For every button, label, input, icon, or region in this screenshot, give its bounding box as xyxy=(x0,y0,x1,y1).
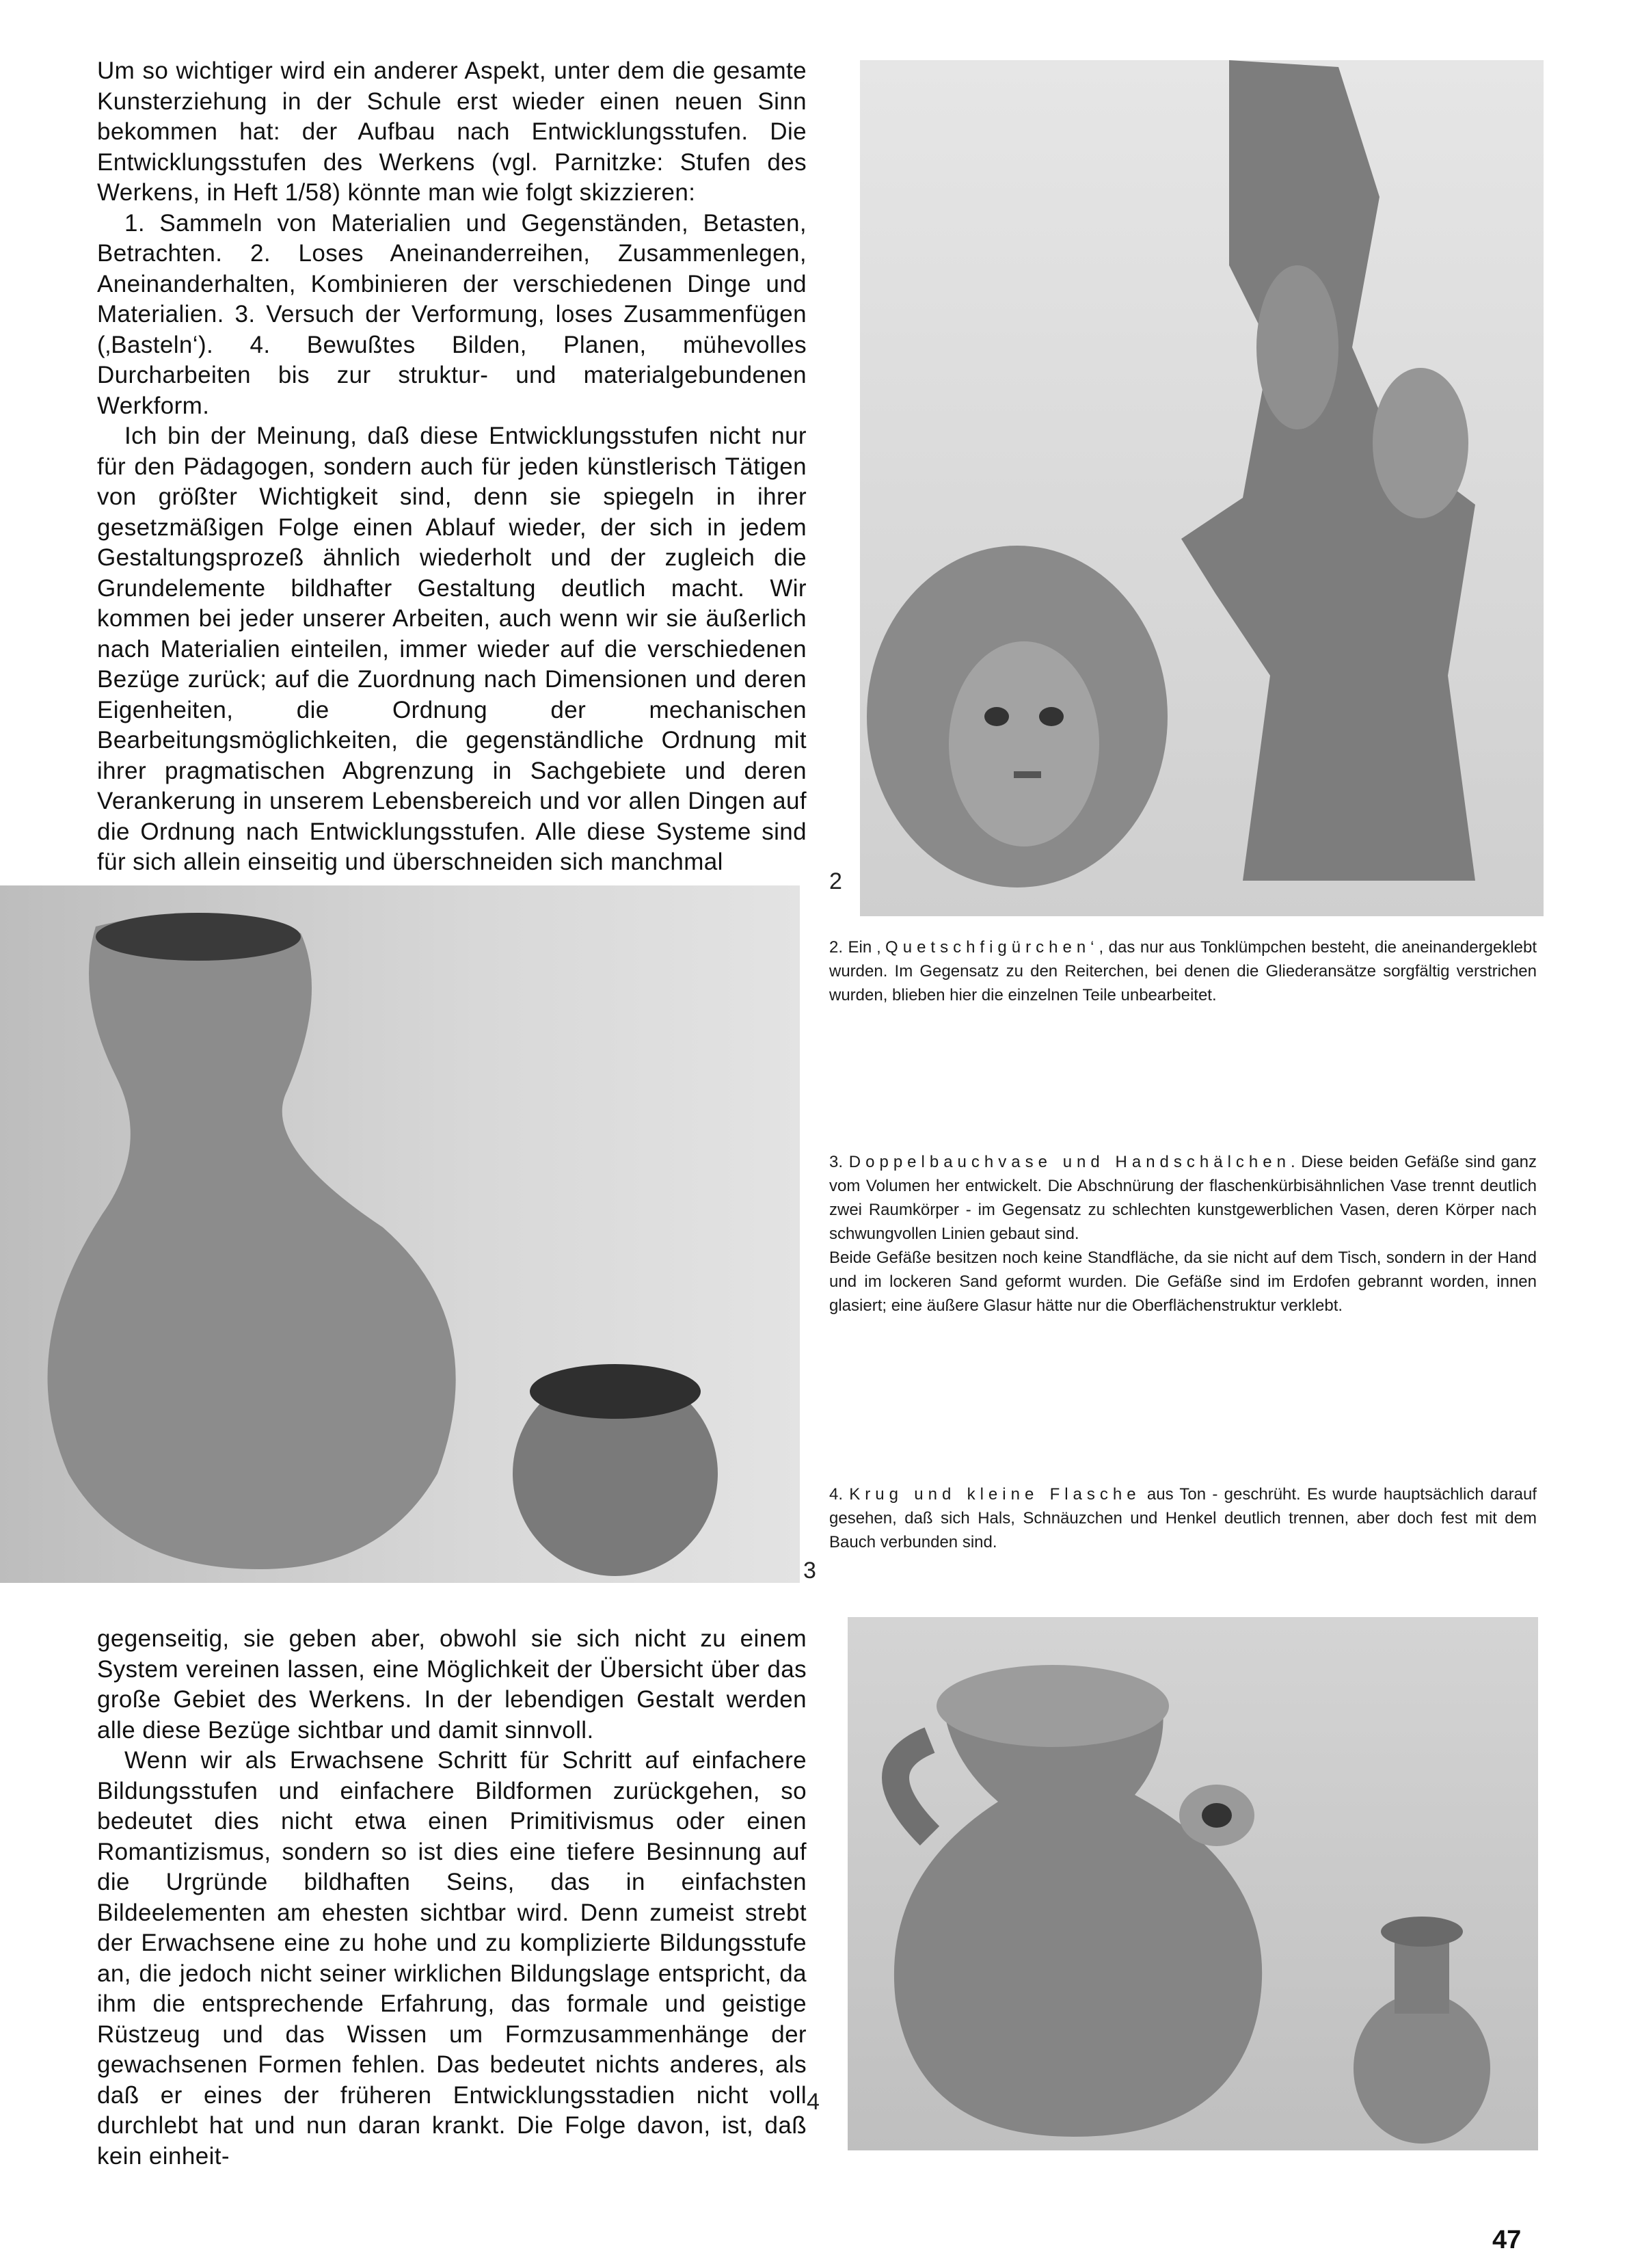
caption-paragraph: Beide Gefäße besitzen noch keine Standfläche, da sie nicht auf dem Tisch, sondern in der Hand und im lockeren Sand geformt wurden. Die Gefäße sind im Erdofen gebrannt worden, innen glasiert; eine äußere Glasur hätte nur die Oberflächenstruktur verklebt. xyxy=(829,1249,1537,1315)
figure-2-number: 2 xyxy=(829,868,842,894)
figure-2-photo xyxy=(860,60,1544,916)
page-number: 47 xyxy=(1492,2226,1522,2254)
caption-figure-3: 3. Doppelbauchvase und Handschälchen. Diese beiden Gefäße sind ganz vom Volumen her entwickelt. Die Abschnürung der flaschenkürbisähnlichen Vase trennt deutlich zwei Raumkörper - im Gegensatz zu schlechten kunstgewerblichen Vasen, deren Körper nach schwungvollen Linien gebaut sind. Beide Gefäße besitzen noch keine Standfläche, da sie nicht auf dem Tisch, sondern in der Hand und im lockeren Sand geformt wurden. Die Gefäße sind im Erdofen gebrannt worden, innen glasiert; eine äußere Glasur hätte nur die Oberflächenstruktur verklebt. xyxy=(829,1150,1537,1318)
paragraph: Wenn wir als Erwachsene Schritt für Schritt auf einfachere Bildungsstufen und einfachere Bildformen zurückgehen, so bedeutet dies nicht etwa einen Primitivismus oder einen Romantizismus, sondern so ist dies eine tiefere Besinnung auf die Urgründe bildhaften Seins, das in einfachsten Bildeelementen am ehesten sichtbar wird. Denn zumeist strebt der Erwachsene eine zu hohe und zu komplizierte Bildungsstufe an, die jedoch nicht seiner wirklichen Bildungslage entspricht, da ihm die entsprechende Erfahrung, das formale und geistige Rüstzeug und das Wissen um Formzusammenhänge der gewachsenen Formen fehlen. Das bedeutet nichts anderes, als daß er eines der früheren Entwicklungsstadien nicht voll durchlebt hat und nun daran krankt. Die Folge davon, ist, daß kein einheit- xyxy=(97,1747,807,2170)
figure-3-photo xyxy=(0,885,800,1583)
paragraph: Um so wichtiger wird ein anderer Aspekt, unter dem die gesamte Kunsterziehung in der Schule erst wieder einen neuen Sinn bekommen hat: der Aufbau nach Entwicklungsstufen. Die Entwicklungsstufen des Werkens (vgl. Parnitzke: Stufen des Werkens, in Heft 1/58) könnte man wie folgt skizzieren: xyxy=(97,57,807,206)
caption-figure-2: 2. Ein ‚Quetschfigürchen‘, das nur aus Tonklümpchen besteht, die aneinandergeklebt wurden. Im Gegensatz zu den Reiterchen, bei denen die Gliederansätze sorgfältig verstrichen wurden, blieben hier die einzelnen Teile unbearbeitet. xyxy=(829,938,1537,1004)
body-text-bottom xyxy=(97,1624,807,2172)
paragraph: Ich bin der Meinung, daß diese Entwicklungsstufen nicht nur für den Pädagogen, sondern auch für jeden künstlerisch Tätigen von größter Wichtigkeit sind, denn sie spiegeln in ihrer gesetzmäßigen Folge einen Ablauf wieder, der sich in jedem Gestaltungsprozeß ähnlich wiederholt und der zugleich die Grundelemente bildhafter Gestaltung deutlich macht. Wir kommen bei jeder unserer Arbeiten, auch wenn wir sie äußerlich nach Materialien einteilen, immer wieder auf die verschiedenen Bezüge zurück; auf die Zuordnung nach Dimensionen und deren Eigenheiten, die Ordnung der mechanischen Bearbeitungsmöglichkeiten, die gegenständliche Ordnung mit ihrer pragmatischen Abgrenzung in Sachgebiete und deren Verankerung in unserem Lebensbereich und vor allen Dingen auf die Ordnung nach Entwicklungsstufen. Alle diese Systeme sind für sich allein einseitig und überschneiden sich manchmal xyxy=(97,423,807,875)
body-text-top xyxy=(97,56,807,878)
caption-term: Krug und kleine Flasche xyxy=(849,1485,1141,1504)
caption-figure-4: 4. Krug und kleine Flasche aus Ton - geschrüht. Es wurde hauptsächlich darauf gesehen, daß sich Hals, Schnäuzchen und Henkel deutlich trennen, aber doch fest mit dem Bauch verbunden sind. xyxy=(829,1485,1537,1551)
paragraph: gegenseitig, sie geben aber, obwohl sie sich nicht zu einem System vereinen lassen, eine Möglichkeit der Übersicht über das große Gebiet des Werkens. In der lebendigen Gestalt werden alle diese Bezüge sichtbar und damit sinnvoll. xyxy=(97,1625,807,1744)
caption-term: ‚Quetschfigürchen‘ xyxy=(876,938,1099,957)
paragraph: 1. Sammeln von Materialien und Gegenständen, Betasten, Betrachten. 2. Loses Aneinanderreihen, Zusammenlegen, Aneinanderhalten, Kombinieren der verschiedenen Dinge und Materialien. 3. Versuch der Verformung, loses Zusammenfügen (‚Basteln‘). 4. Bewußtes Bilden, Planen, mühevolles Durcharbeiten bis zur struktur- und materialgebundenen Werkform. xyxy=(97,209,807,419)
caption-term: Doppelbauchvase und Handschälchen xyxy=(848,1153,1291,1171)
figure-4-photo xyxy=(848,1617,1538,2150)
figure-4-number: 4 xyxy=(807,2089,820,2115)
figure-3-number: 3 xyxy=(803,1558,816,1584)
